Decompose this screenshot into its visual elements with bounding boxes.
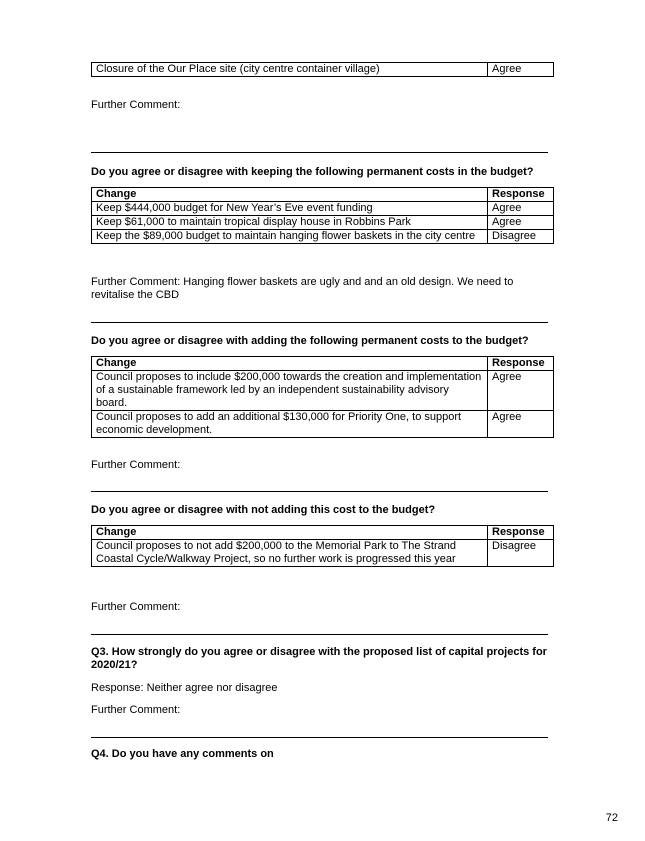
change-cell: Keep $444,000 budget for New Year’s Eve event funding: [92, 202, 488, 216]
response-cell: Agree: [488, 202, 554, 216]
divider: [91, 491, 548, 492]
header-response: Response: [488, 188, 554, 202]
response-cell: Agree: [488, 411, 554, 438]
response-cell: Disagree: [488, 230, 554, 244]
closure-table: [91, 62, 554, 77]
header-change: Change: [92, 526, 488, 540]
header-response: Response: [488, 357, 554, 371]
table-row: [92, 540, 554, 567]
change-cell: Keep $61,000 to maintain tropical display house in Robbins Park: [92, 216, 488, 230]
change-cell: Council proposes to include $200,000 towards the creation and implementation of a sustainable framework led by an independent sustainability advisory board.: [92, 371, 488, 411]
divider: [91, 322, 548, 323]
table-row: [92, 371, 554, 411]
section2-further-comment: Further Comment:: [91, 459, 181, 471]
header-change: Change: [92, 188, 488, 202]
divider: [91, 152, 548, 153]
section3-further-comment: Further Comment:: [91, 601, 181, 613]
response-cell: Agree: [488, 371, 554, 411]
q3-response: Response: Neither agree nor disagree: [91, 682, 278, 694]
response-cell: Agree: [488, 216, 554, 230]
change-cell: Council proposes to not add $200,000 to the Memorial Park to The Strand Coastal Cycle/Walkway Project, so no further work is progressed this year: [92, 540, 488, 567]
section3-table: [91, 525, 554, 567]
header-change: Change: [92, 357, 488, 371]
table-row: [92, 230, 554, 244]
section3-question: Do you agree or disagree with not adding this cost to the budget?: [91, 504, 436, 516]
table-header-row: [92, 526, 554, 540]
change-cell: Closure of the Our Place site (city centre container village): [92, 63, 488, 77]
table-row: [92, 411, 554, 438]
section1-table: [91, 187, 554, 244]
response-cell: Disagree: [488, 540, 554, 567]
change-cell: Council proposes to add an additional $130,000 for Priority One, to support economic development.: [92, 411, 488, 438]
section1-question: Do you agree or disagree with keeping the following permanent costs in the budget?: [91, 166, 534, 178]
header-response: Response: [488, 526, 554, 540]
response-cell: Agree: [488, 63, 554, 77]
section2-table: [91, 356, 554, 438]
further-comment-1: Further Comment:: [91, 99, 181, 111]
section1-further-comment: Further Comment: Hanging flower baskets are ugly and and an old design. We need to revitalise the CBD: [91, 276, 514, 301]
table-row: [92, 216, 554, 230]
q3-question: Q3. How strongly do you agree or disagree with the proposed list of capital projects for 2020/21?: [91, 646, 547, 671]
q3-further-comment: Further Comment:: [91, 704, 181, 716]
table-row: [92, 63, 554, 77]
divider: [91, 634, 548, 635]
page-number: 72: [605, 812, 618, 824]
table-header-row: [92, 357, 554, 371]
section2-question: Do you agree or disagree with adding the following permanent costs to the budget?: [91, 335, 529, 347]
divider: [91, 737, 548, 738]
change-cell: Keep the $89,000 budget to maintain hanging flower baskets in the city centre: [92, 230, 488, 244]
table-header-row: [92, 188, 554, 202]
table-row: [92, 202, 554, 216]
q4-question: Q4. Do you have any comments on: [91, 748, 274, 760]
